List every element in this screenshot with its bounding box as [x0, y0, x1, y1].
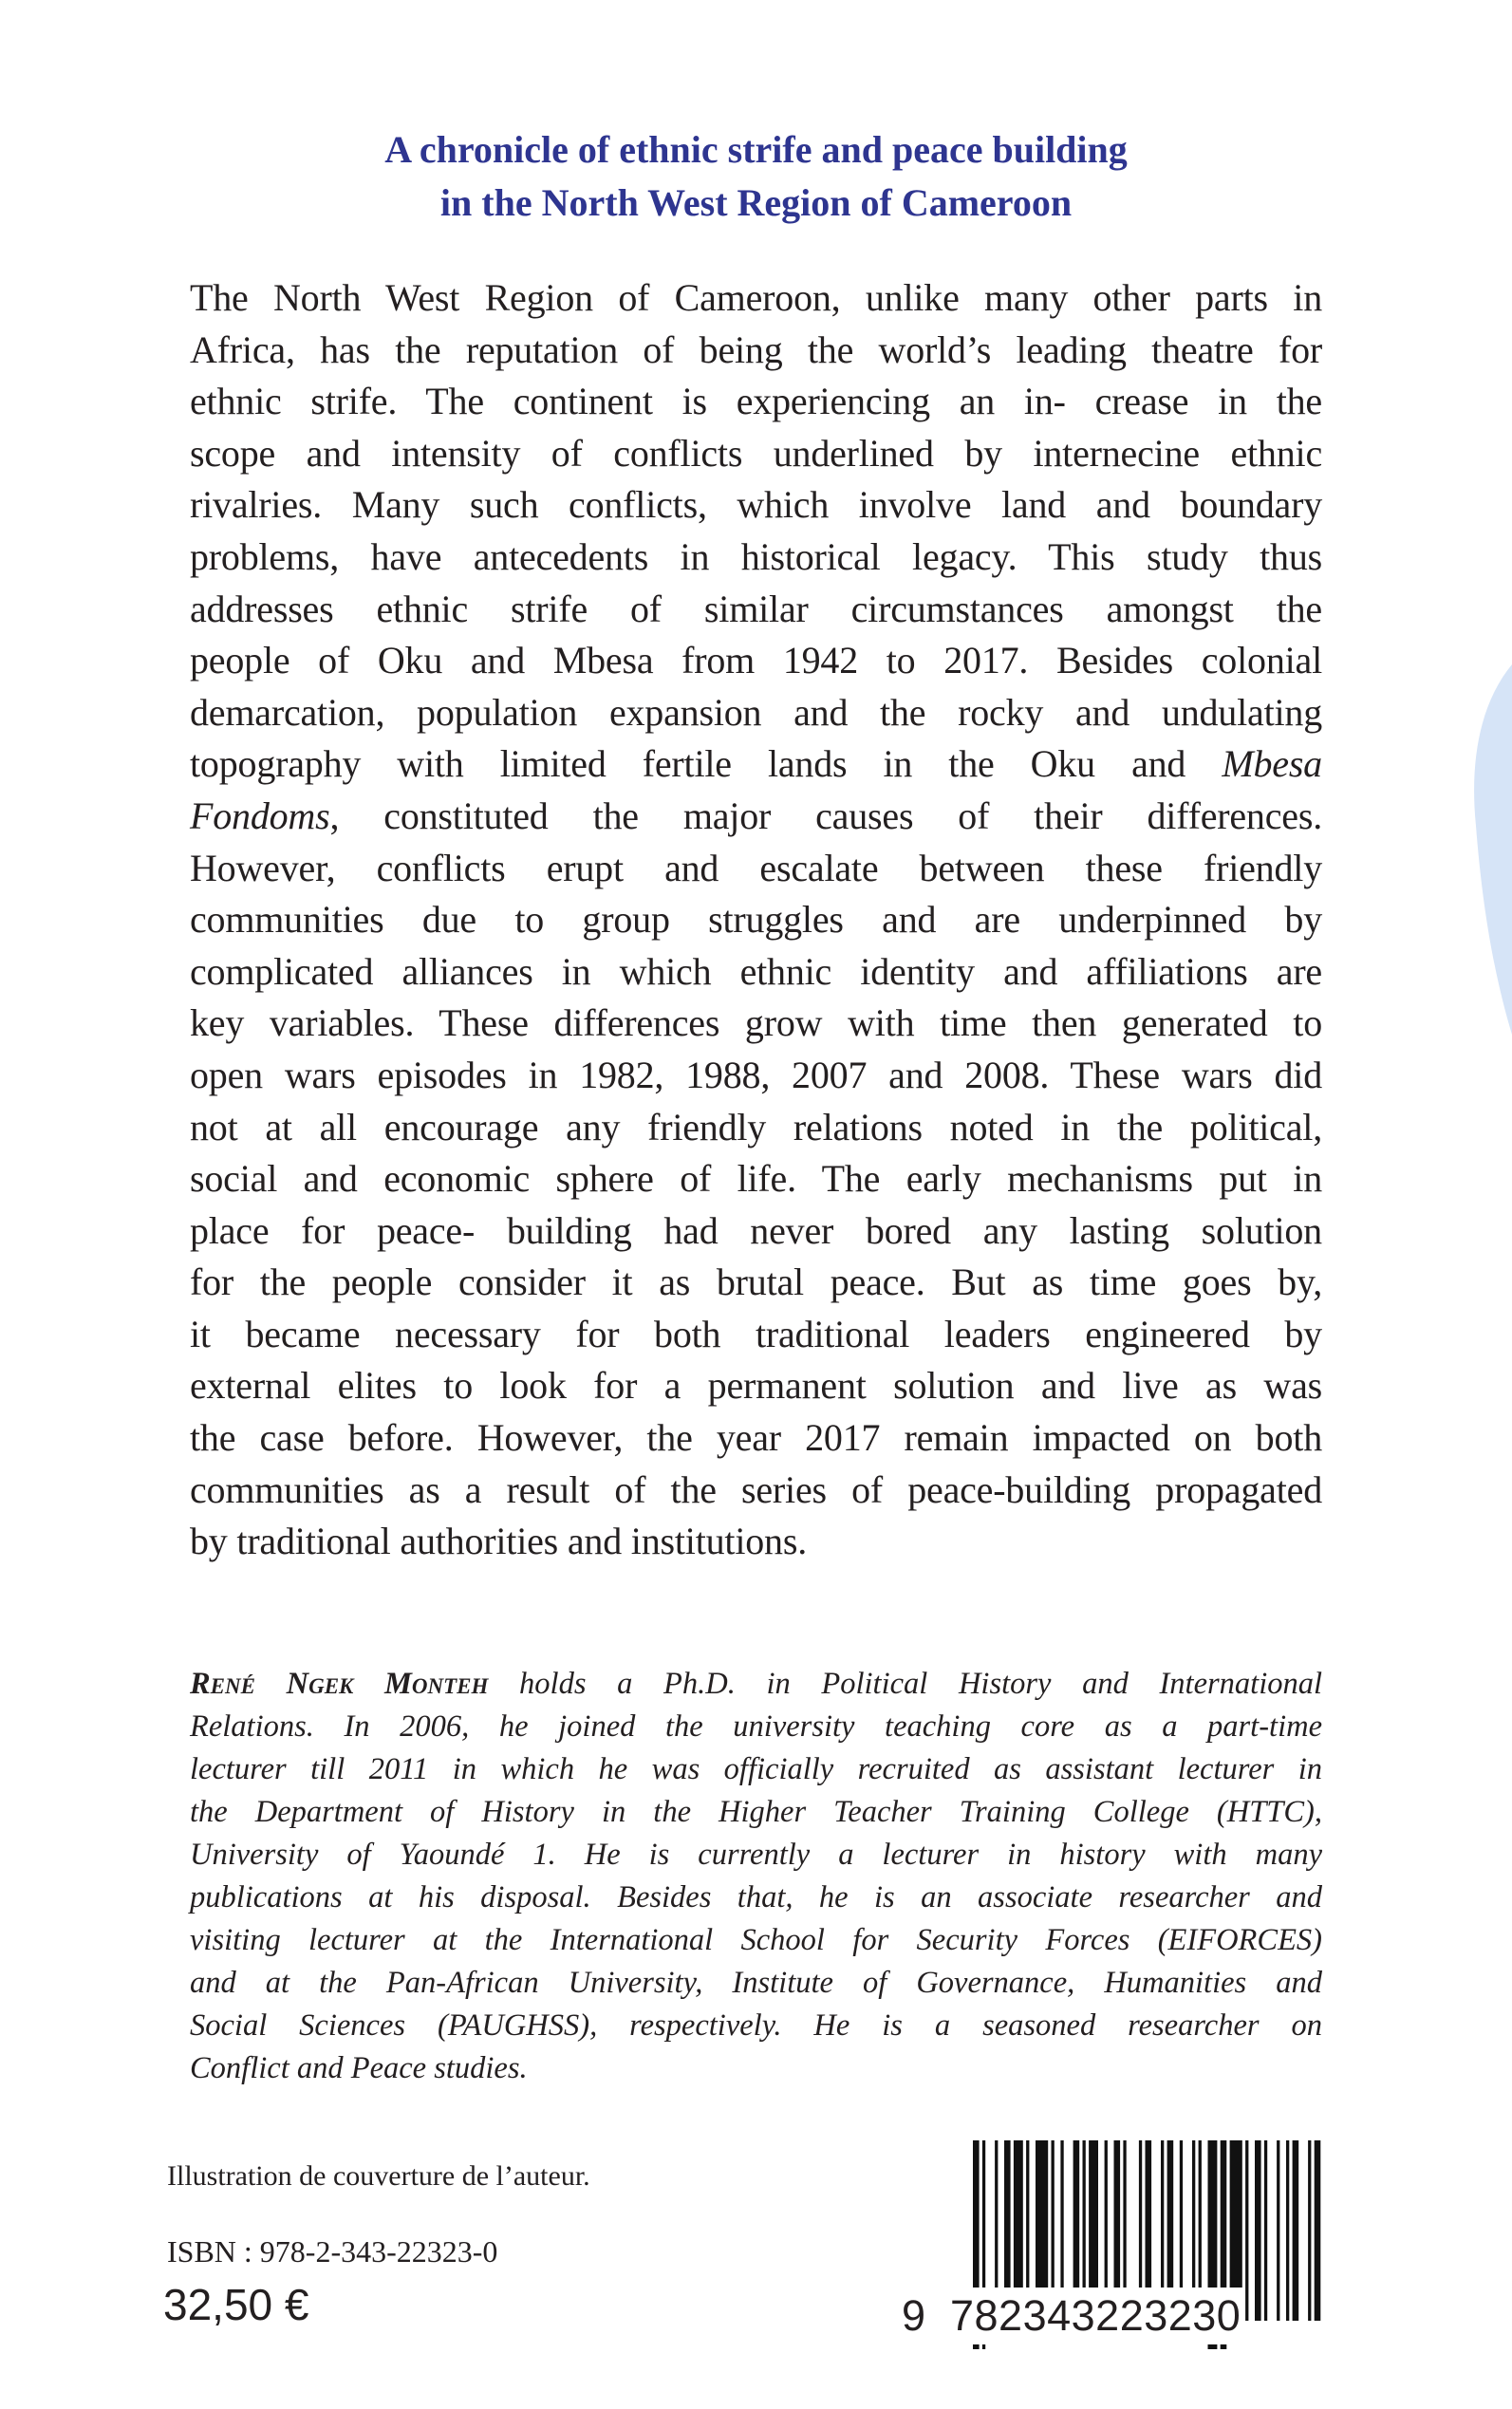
title-line-1: A chronicle of ethnic strife and peace building — [384, 128, 1128, 171]
summary-line: social and economic sphere of life. The early mechanisms put in — [190, 1157, 1322, 1201]
isbn-number: ISBN : 978-2-343-22323-0 — [167, 2234, 498, 2269]
summary-line: addresses ethnic strife of similar circumstances amongst the — [190, 587, 1322, 630]
summary-line: The North West Region of Cameroon, unlike many other parts in — [190, 276, 1322, 319]
barcode-bar — [1264, 2140, 1267, 2321]
summary-line: scope and intensity of conflicts underlined by internecine ethnic — [190, 431, 1322, 475]
price-label: 32,50 € — [163, 2280, 309, 2329]
summary-line: people of Oku and Mbesa from 1942 to 2017. Besides colonial — [190, 639, 1322, 682]
summary-line: external elites to look for a permanent solution and live as was — [190, 1364, 1322, 1408]
barcode-rest-digits: 782343223230 — [946, 2288, 1244, 2344]
summary-line: place for peace- building had never bored any lasting solution — [190, 1208, 1322, 1252]
title-line-2: in the North West Region of Cameroon — [439, 181, 1073, 224]
summary-line: ethnic strife. The continent is experiencing an in- crease in the — [190, 380, 1322, 423]
bio-text: holds a Ph.D. in Political History and International — [488, 1667, 1323, 1701]
bio-line: University of Yaoundé 1. He is currently a lecturer in history with many — [190, 1838, 1322, 1872]
summary-text: topography with limited fertile lands in the Oku and — [190, 742, 1223, 786]
summary-line-with-italic — [190, 738, 1322, 791]
barcode-bar — [1315, 2140, 1321, 2321]
barcode-first-digit: 9 — [902, 2291, 926, 2340]
summary-line: by traditional authorities and institutions. — [190, 1520, 808, 1563]
summary-line: not at all encourage any friendly relations noted in the political, — [190, 1105, 1322, 1148]
bio-line: Relations. In 2006, he joined the university teaching core as a part-time — [190, 1709, 1322, 1744]
summary-line: it became necessary for both traditional leaders engineered by — [190, 1312, 1322, 1355]
fondoms-italic: Fondoms — [190, 794, 330, 837]
summary-line: demarcation, population expansion and the rocky and undulating — [190, 690, 1322, 734]
summary-line-with-italic — [190, 791, 1322, 843]
summary-line: rivalries. Many such conflicts, which involve land and boundary — [190, 483, 1322, 527]
summary-line: Africa, has the reputation of being the world’s leading theatre for — [190, 327, 1322, 371]
summary-line: complicated alliances in which ethnic identity and affiliations are — [190, 949, 1322, 993]
mbesa-italic: Mbesa — [1222, 742, 1322, 786]
barcode-bar — [1293, 2140, 1299, 2321]
bio-line: and at the Pan-African University, Institute of Governance, Humanities and — [190, 1966, 1322, 2000]
summary-paragraph — [190, 272, 1322, 1568]
barcode-bar — [1286, 2140, 1289, 2321]
bio-line: publications at his disposal. Besides that, he is an associate researcher and — [190, 1880, 1322, 1914]
summary-line: communities as a result of the series of peace-building propagated — [190, 1467, 1322, 1511]
summary-line: communities due to group struggles and are underpinned by — [190, 898, 1322, 942]
bio-line-with-author — [190, 1663, 1322, 1706]
bio-line: the Department of History in the Higher Teacher Training College (HTTC), — [190, 1795, 1322, 1829]
summary-line: for the people consider it as brutal peace. But as time goes by, — [190, 1261, 1322, 1304]
author-first-name: René — [190, 1667, 287, 1701]
barcode-bar — [1277, 2140, 1279, 2321]
barcode-bar — [1308, 2140, 1311, 2321]
cover-illustration-credit: Illustration de couverture de l’auteur. — [167, 2160, 590, 2192]
barcode-bar — [1255, 2140, 1261, 2321]
author-bio — [190, 1663, 1322, 2090]
summary-line: key variables. These differences grow with time then generated to — [190, 1001, 1322, 1045]
summary-line: problems, have antecedents in historical legacy. This study thus — [190, 534, 1322, 578]
author-last-name: Ngek Monteh — [286, 1667, 489, 1701]
book-title-heading — [190, 123, 1322, 230]
summary-line: However, conflicts erupt and escalate between these friendly — [190, 846, 1322, 889]
summary-line: the case before. However, the year 2017 remain impacted on both — [190, 1416, 1322, 1460]
bio-line: Conflict and Peace studies. — [190, 2051, 528, 2085]
bio-line: visiting lecturer at the International School for Security Forces (EIFORCES) — [190, 1923, 1322, 1957]
summary-line: open wars episodes in 1982, 1988, 2007 and 2008. These wars did — [190, 1053, 1322, 1096]
barcode-bar — [1245, 2140, 1248, 2321]
bio-line: lecturer till 2011 in which he was officially recruited as assistant lecturer in — [190, 1752, 1322, 1786]
summary-text: , constituted the major causes of their differences. — [329, 794, 1322, 837]
bio-line: Social Sciences (PAUGHSS), respectively. He is a seasoned researcher on — [190, 2008, 1322, 2043]
